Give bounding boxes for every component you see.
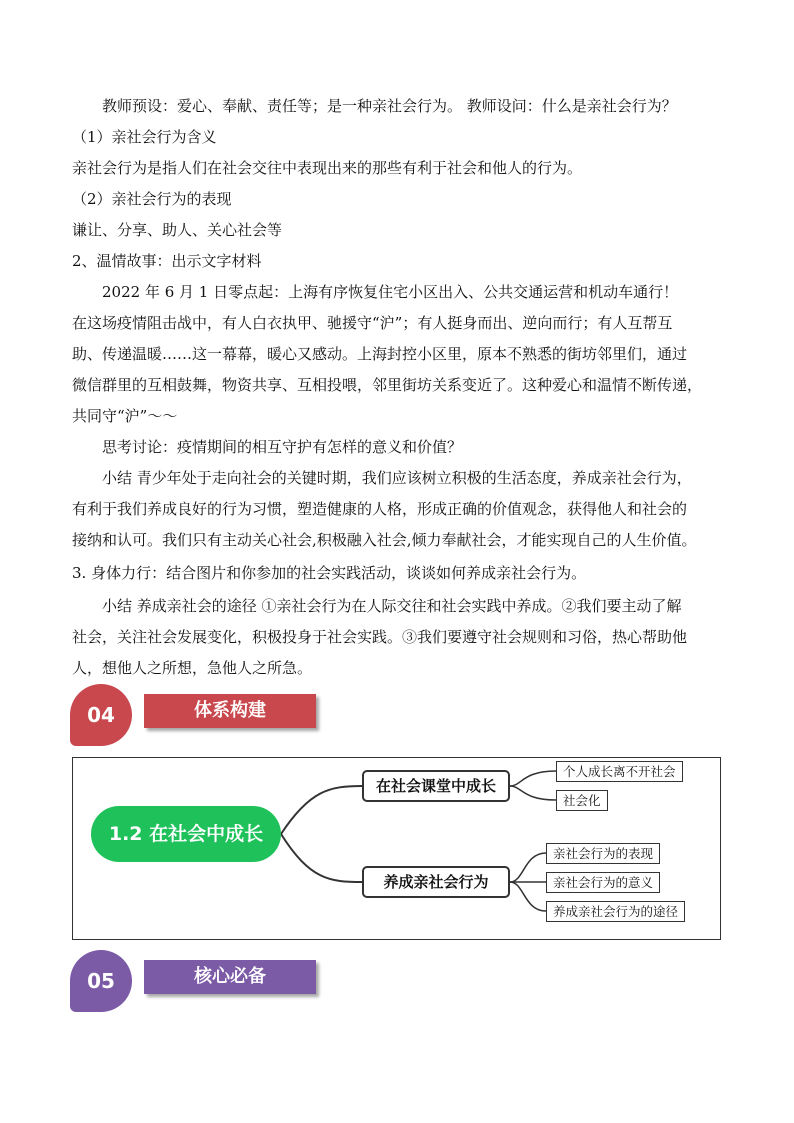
paragraph-story-1: 在这场疫情阻击战中，有人白衣执甲、驰援守“沪”；有人挺身而出、逆向而行；有人互帮互 <box>72 314 673 332</box>
heading-practice: 3. 身体力行：结合图片和你参加的社会实践活动，谈谈如何养成亲社会行为。 <box>72 564 587 582</box>
paragraph-summary-2b: 社会，关注社会发展变化，积极投身于社会实践。③我们要遵守社会规则和习俗，热心帮助他 <box>72 628 688 646</box>
mindmap-root: 1.2 在社会中成长 <box>91 806 281 862</box>
paragraph-summary-1c: 接纳和认可。我们只有主动关心社会,积极融入社会,倾力奉献社会，才能实现自己的人生价值。 <box>72 531 697 549</box>
heading-manifestation: （2）亲社会行为的表现 <box>72 190 232 208</box>
mindmap-branch-grow-in-society: 在社会课堂中成长 <box>362 770 510 802</box>
mindmap-leaf: 个人成长离不开社会 <box>556 761 683 782</box>
mindmap-leaf: 养成亲社会行为的途径 <box>546 901 685 922</box>
section-number-badge: 05 <box>70 950 132 1012</box>
paragraph-story-2: 助、传递温暖……这一幕幕，暖心又感动。上海封控小区里，原本不熟悉的街坊邻里们，通过 <box>72 345 688 363</box>
mindmap-leaf: 亲社会行为的意义 <box>546 872 660 893</box>
paragraph-manifestation: 谦让、分享、助人、关心社会等 <box>72 221 283 239</box>
paragraph-story-date: 2022 年 6 月 1 日零点起：上海有序恢复住宅小区出入、公共交通运营和机动车通行！ <box>102 283 679 301</box>
paragraph-summary-1a: 小结 青少年处于走向社会的关键时期，我们应该树立积极的生活态度，养成亲社会行为， <box>102 469 692 487</box>
paragraph-meaning: 亲社会行为是指人们在社会交往中表现出来的那些有利于社会和他人的行为。 <box>72 159 583 177</box>
section-number-badge: 04 <box>70 684 132 746</box>
paragraph-story-4: 共同守“沪”～～ <box>72 407 178 425</box>
section-title: 体系构建 <box>144 694 316 728</box>
paragraph-summary-2a: 小结 养成亲社会的途径 ①亲社会行为在人际交往和社会实践中养成。②我们要主动了解 <box>102 597 682 615</box>
section-title: 核心必备 <box>144 960 316 994</box>
heading-meaning: （1）亲社会行为含义 <box>72 128 217 146</box>
mindmap-leaf: 社会化 <box>556 790 608 811</box>
heading-warm-story: 2、温情故事：出示文字材料 <box>72 252 262 270</box>
mindmap-branch-prosocial-behavior: 养成亲社会行为 <box>362 866 510 898</box>
paragraph-discussion: 思考讨论：疫情期间的相互守护有怎样的意义和价值？ <box>102 438 463 456</box>
mindmap-leaf: 亲社会行为的表现 <box>546 843 660 864</box>
section-header-04 <box>70 684 340 748</box>
paragraph-story-3: 微信群里的互相鼓舞，物资共享、互相投喂，邻里街坊关系变近了。这种爱心和温情不断传递， <box>72 376 703 394</box>
paragraph-summary-1b: 有利于我们养成良好的行为习惯，塑造健康的人格，形成正确的价值观念，获得他人和社会的 <box>72 500 688 518</box>
paragraph-teacher-preset: 教师预设：爱心、奉献、责任等；是一种亲社会行为。 教师设问：什么是亲社会行为？ <box>102 97 677 115</box>
paragraph-summary-2c: 人，想他人之所想，急他人之所急。 <box>72 659 313 677</box>
section-header-05 <box>70 950 340 1014</box>
